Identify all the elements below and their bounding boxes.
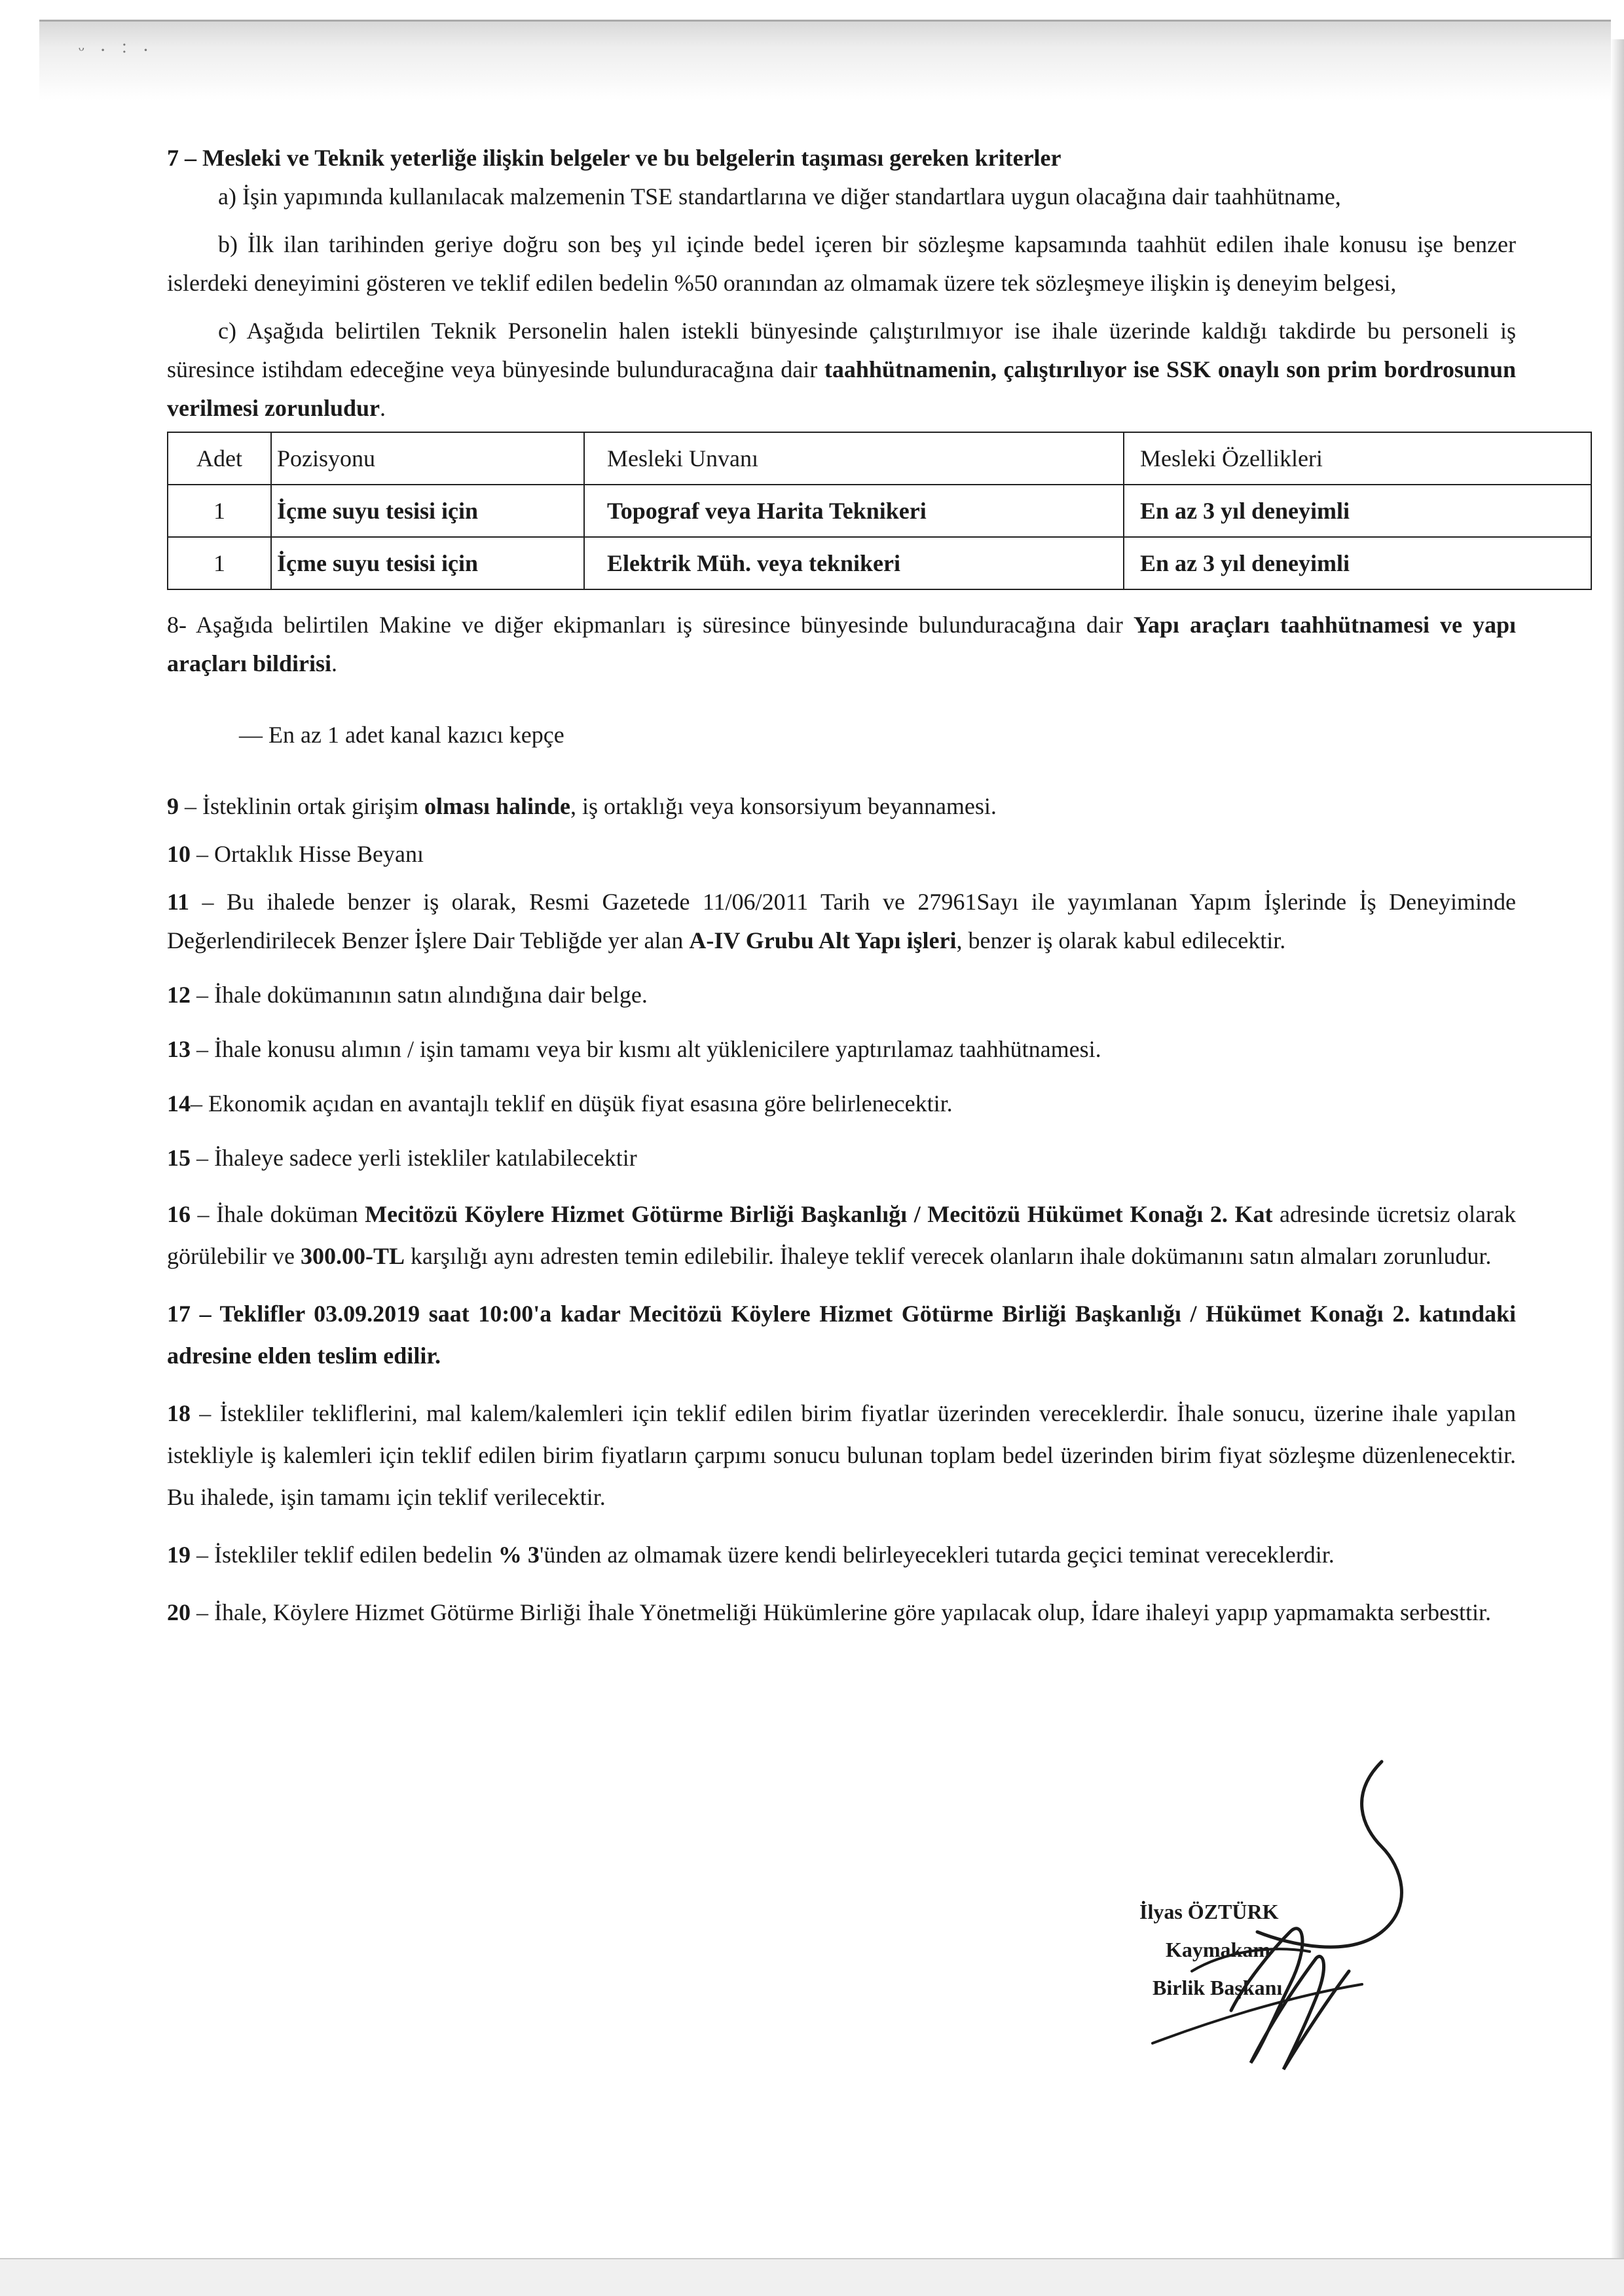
table-cell-text: En az 3 yıl deneyimli (1140, 497, 1350, 524)
scan-shadow-bottom (0, 2258, 1624, 2296)
item-17 (167, 1293, 1516, 1377)
item-11-num: 11 (167, 889, 190, 915)
item-18-num: 18 (167, 1400, 191, 1426)
item-11 (167, 883, 1516, 960)
item-14 (167, 1084, 1516, 1123)
item-7a: a) İşin yapımında kullanılacak malzemenin TSE standartlarına ve diğer standartlara uygun olacağına dair taahhütname, (218, 183, 1341, 210)
item-7c-end: . (379, 395, 386, 421)
item-7c-plain: c) Aşağıda belirtilen Teknik Personelin halen istekli bünyesinde çalıştırılmıyor ise ihale üzerinde kaldığı takdirde bu personeli iş süresince istihdam edeceğine veya bünyesinde bulunduracağına dair (167, 318, 1516, 382)
table-header-row (168, 432, 1591, 485)
item-8-sub: — En az 1 adet kanal kazıcı kepçe (239, 722, 564, 748)
table-header-cell: Pozisyonu (271, 432, 584, 485)
item-20 (167, 1591, 1516, 1633)
item-9 (167, 787, 1516, 826)
item-16-b: adresinde ücretsiz olarak görülebilir ve (167, 1201, 1516, 1269)
signatory-title: Kaymakam (1166, 1938, 1270, 1961)
item-16-num: 16 (167, 1201, 191, 1227)
item-9-b: , iş ortaklığı veya konsorsiyum beyannamesi. (570, 793, 997, 819)
item-19-bold: % 3 (498, 1542, 540, 1568)
item-7-title-text: 7 – Mesleki ve Teknik yeterliğe ilişkin belgeler ve bu belgelerin taşıması gereken kriterler (167, 145, 1061, 171)
scan-marks: ᵕ · ˸ · (79, 39, 155, 61)
item-19-a: – İstekliler teklif edilen bedelin (191, 1542, 498, 1568)
signatory-name: İlyas ÖZTÜRK (1139, 1900, 1279, 1923)
item-7b: b) İlk ilan tarihinden geriye doğru son beş yıl içinde bedel içeren bir sözleşme kapsamında taahhüt edilen ihale konusu işe benzer islerdeki deneyimini gösteren ve teklif edilen bedelin %50 oranından az olmamak üzere tek sözleşmeye ilişkin iş deneyim belgesi, (167, 231, 1516, 296)
table-cell-text: Elektrik Müh. veya teknikeri (607, 549, 900, 576)
item-16-bold2: 300.00-TL (300, 1243, 405, 1269)
item-20-text: – İhale, Köylere Hizmet Götürme Birliği İhale Yönetmeliği Hükümlerine göre yapılacak olup, İdare ihaleyi yapıp yapmamakta serbesttir. (191, 1599, 1492, 1625)
item-16-a: – İhale doküman (191, 1201, 365, 1227)
item-20-num: 20 (167, 1599, 191, 1625)
item-19-b: 'ünden az olmamak üzere kendi belirleyecekleri tutarda geçici teminat vereceklerdir. (539, 1542, 1335, 1568)
staff-table (167, 432, 1592, 590)
item-7-title (167, 139, 1516, 177)
item-15-num: 15 (167, 1145, 191, 1171)
item-9-num: 9 (167, 793, 179, 819)
item-12-text: – İhale dokümanının satın alındığına dair belge. (191, 982, 648, 1008)
item-10 (167, 835, 1516, 874)
table-header-cell: Mesleki Özellikleri (1124, 432, 1591, 485)
table-row (168, 537, 1591, 589)
table-cell: 1 (168, 485, 271, 537)
table-cell (1124, 485, 1591, 537)
item-18-text: – İstekliler tekliflerini, mal kalem/kalemleri için teklif edilen birim fiyatlar üzerinden vereceklerdir. İhale sonucu, üzerine ihale yapılan istekliyle iş kalemleri için teklif edilen birim fiyatların çarpımı sonucu bulunan toplam bedel üzerinden birim fiyat sözleşme düzenlenecektir. Bu ihalede, işin tamamı için teklif verilecektir. (167, 1400, 1516, 1510)
item-19-num: 19 (167, 1542, 191, 1568)
item-10-num: 10 (167, 841, 191, 867)
item-11-b: , benzer iş olarak kabul edilecektir. (956, 927, 1286, 954)
item-13 (167, 1030, 1516, 1069)
item-8 (167, 606, 1516, 683)
item-8-plain: 8- Aşağıda belirtilen Makine ve diğer ekipmanları iş süresince bünyesinde bulunduracağına dair (167, 612, 1134, 638)
item-16-c: karşılığı aynı adresten temin edilebilir. İhaleye teklif verecek olanların ihale dokümanını satın almaları zorunludur. (404, 1243, 1492, 1269)
signatory-role: Birlik Başkanı (1153, 1976, 1283, 1999)
table-cell (1124, 537, 1591, 589)
table-cell-text: Topograf veya Harita Teknikeri (607, 497, 927, 524)
scan-shadow-top (39, 20, 1611, 120)
item-14-num: 14 (167, 1090, 191, 1117)
table-header-cell: Adet (168, 432, 271, 485)
table-cell (584, 537, 1124, 589)
table-row (168, 485, 1591, 537)
item-10-text: – Ortaklık Hisse Beyanı (191, 841, 424, 867)
item-9-bold: olması halinde (424, 793, 571, 819)
table-cell-text: İçme suyu tesisi için (277, 497, 479, 524)
item-12-num: 12 (167, 982, 191, 1008)
scan-shadow-right (1611, 39, 1624, 2292)
item-11-a: – Bu ihalede benzer iş olarak, Resmi Gazetede 11/06/2011 Tarih ve 27961Sayı ile yayımlanan Yapım İşlerinde İş Deneyiminde Değerlendirilecek Benzer İşlere Dair Tebliğde yer alan (167, 889, 1516, 954)
item-8-end: . (331, 650, 337, 676)
item-16 (167, 1193, 1516, 1277)
item-15-text: – İhaleye sadece yerli istekliler katılabilecektir (191, 1145, 637, 1171)
item-13-num: 13 (167, 1036, 191, 1062)
table-cell-text: İçme suyu tesisi için (277, 549, 479, 576)
table-header-cell: Mesleki Unvanı (584, 432, 1124, 485)
item-13-text: – İhale konusu alımın / işin tamamı veya bir kısmı alt yüklenicilere yaptırılamaz taahhütnamesi. (191, 1036, 1101, 1062)
item-7c-bold: taahhütnamenin, çalıştırılıyor ise SSK onaylı son prim bordrosunun verilmesi zorunludur (167, 356, 1516, 421)
item-19 (167, 1534, 1516, 1576)
table-cell (271, 485, 584, 537)
item-16-bold1: Mecitözü Köylere Hizmet Götürme Birliği Başkanlığı / Mecitözü Hükümet Konağı 2. Kat (365, 1201, 1273, 1227)
item-18 (167, 1392, 1516, 1518)
item-17-text: 17 – Teklifler 03.09.2019 saat 10:00'a kadar Mecitözü Köylere Hizmet Götürme Birliği Başkanlığı / Hükümet Konağı 2. katındaki adresine elden teslim edilir. (167, 1301, 1516, 1369)
item-7c (167, 312, 1516, 428)
signature-block (1139, 1893, 1414, 2007)
item-9-a: – İsteklinin ortak girişim (179, 793, 424, 819)
item-12 (167, 976, 1516, 1014)
item-14-text: – Ekonomik açıdan en avantajlı teklif en düşük fiyat esasına göre belirlenecektir. (191, 1090, 953, 1117)
table-cell (584, 485, 1124, 537)
item-15 (167, 1139, 1516, 1177)
item-11-bold: A-IV Grubu Alt Yapı işleri (689, 927, 957, 954)
item-8-bold: Yapı araçları taahhütnamesi ve yapı araçları bildirisi (167, 612, 1517, 676)
table-cell-text: En az 3 yıl deneyimli (1140, 549, 1350, 576)
table-cell (271, 537, 584, 589)
document-body (167, 139, 1516, 1633)
table-cell: 1 (168, 537, 271, 589)
